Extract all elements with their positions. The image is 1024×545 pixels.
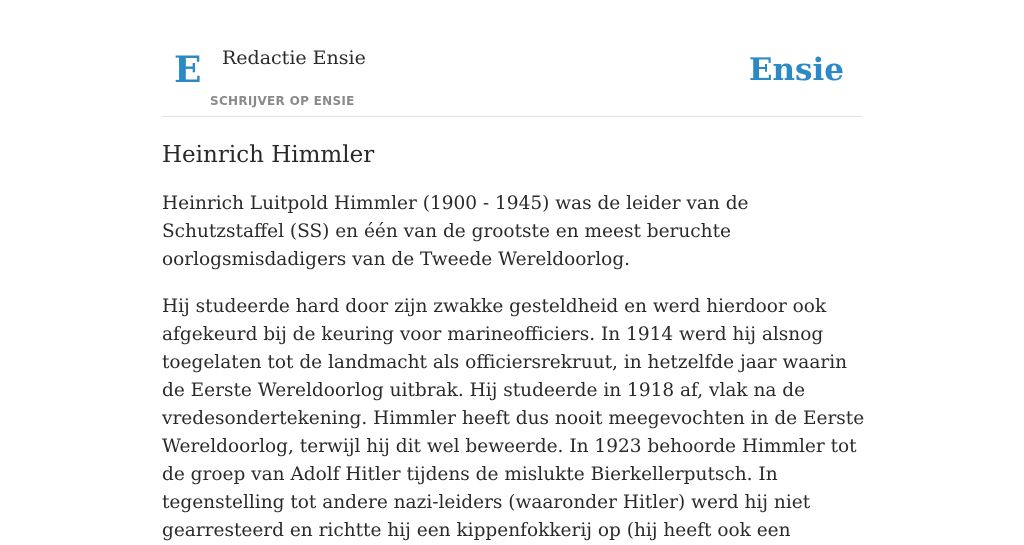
article-paragraph: Heinrich Luitpold Himmler (1900 - 1945) was de leider van de Schutzstaffel (SS) en één van de grootste en meest beruchte oorlogsmisdadigers van de Tweede Wereldoorlog. xyxy=(162,193,749,270)
author-avatar[interactable]: E xyxy=(174,49,202,91)
article xyxy=(162,138,866,545)
article-title: Heinrich Himmler xyxy=(162,142,375,168)
article-paragraph: Hij studeerde hard door zijn zwakke gesteldheid en werd hierdoor ook afgekeurd bij de keuring voor marineofficiers. In 1914 werd hij alsnog toegelaten tot de landmacht als officiersrekruut, in hetzelfde jaar waarin de Eerste Wereldoorlog uitbrak. Hij studeerde in 1918 af, vlak na de vredesondertekening. Himmler heeft dus nooit meegevochten in de Eerste Wereldoorlog, terwijl hij dit wel beweerde. In 1923 behoorde Himmler tot de groep van Adolf Hitler tijdens de mislukte Bierkellerputsch. In tegenstelling tot andere nazi-leiders (waaronder Hitler) werd hij niet gearresteerd en richtte hij een kippenfokkerij op (hij heeft ook een xyxy=(162,296,865,541)
author-role: SCHRIJVER OP ENSIE xyxy=(210,94,355,108)
author-name-link[interactable]: Redactie Ensie xyxy=(222,47,366,69)
author-header xyxy=(162,0,862,117)
brand-logo[interactable]: Ensie xyxy=(748,52,844,88)
